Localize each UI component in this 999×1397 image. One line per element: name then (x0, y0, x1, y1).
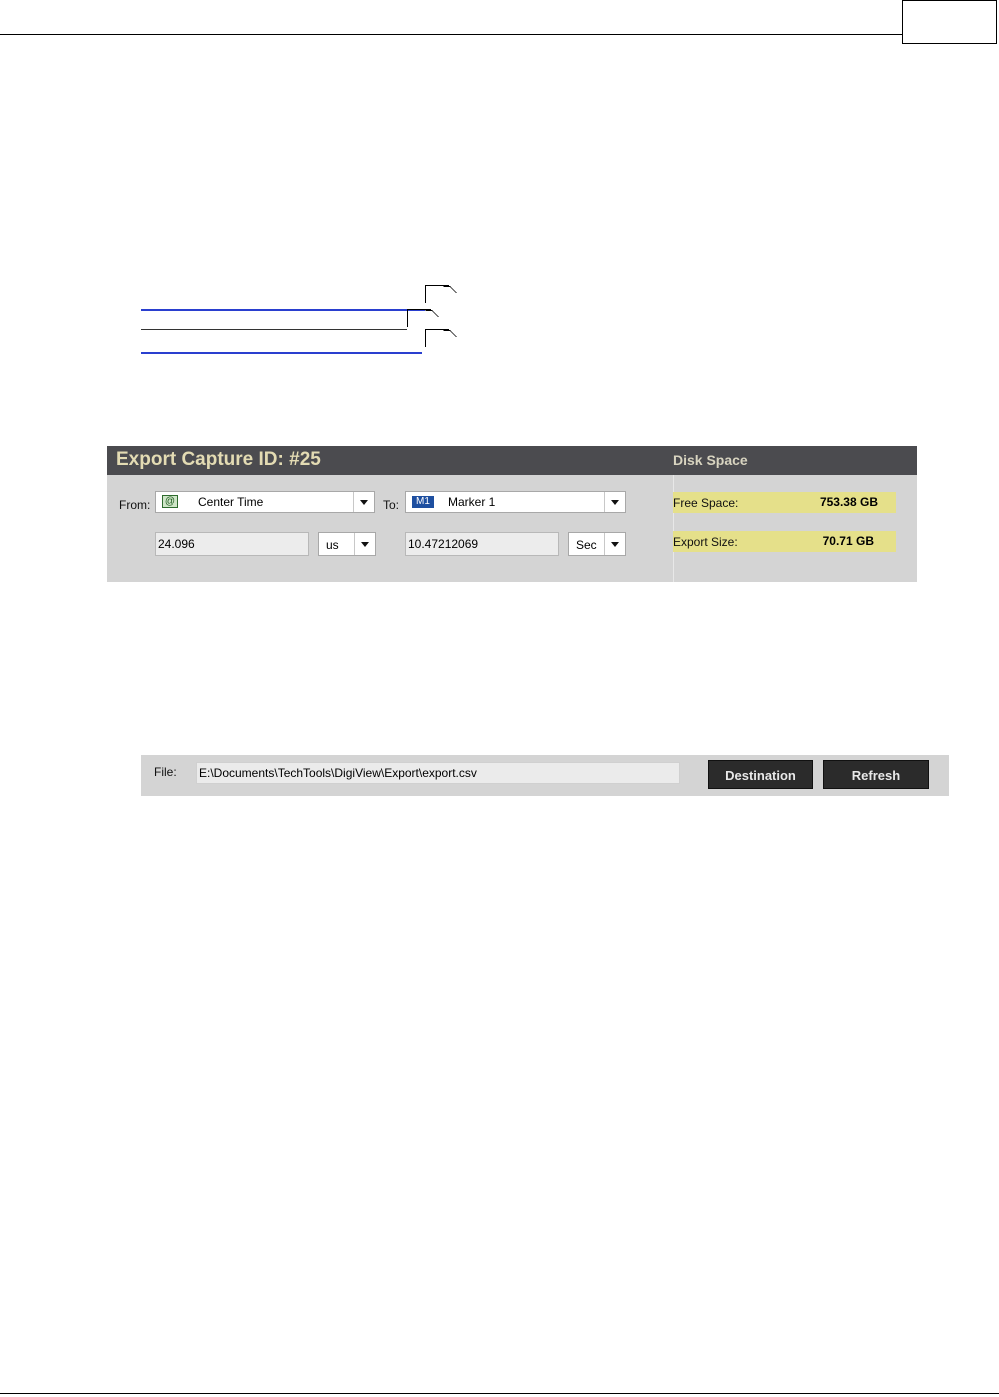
from-unit-select[interactable] (318, 532, 376, 556)
to-select[interactable] (405, 491, 626, 513)
export-size-label: Export Size: (673, 535, 738, 549)
from-unit-value: us (326, 538, 339, 552)
export-panel-title: Export Capture ID: #25 (116, 449, 321, 470)
link-line-2[interactable] (141, 329, 407, 330)
page-number-box (902, 0, 997, 44)
note-corner-marker (425, 329, 449, 347)
center-time-icon: @ (162, 495, 178, 508)
to-select-value: Marker 1 (448, 495, 496, 509)
from-select[interactable] (155, 491, 375, 513)
link-line-1[interactable] (141, 309, 425, 311)
chevron-down-icon[interactable] (604, 492, 625, 512)
to-label: To: (383, 498, 400, 512)
chevron-down-icon[interactable] (353, 492, 374, 512)
file-path-input[interactable] (196, 762, 680, 784)
file-path-value: E:\Documents\TechTools\DigiView\Export\export.csv (199, 766, 477, 780)
destination-button[interactable]: Destination (708, 760, 813, 789)
footer-rule (0, 1393, 999, 1394)
link-line-3[interactable] (141, 352, 422, 354)
free-space-row (673, 492, 896, 513)
refresh-button[interactable]: Refresh (823, 760, 929, 789)
disk-space-title: Disk Space (673, 452, 748, 468)
from-label: From: (119, 498, 151, 512)
export-size-value: 70.71 GB (822, 534, 874, 548)
export-size-row (673, 531, 896, 552)
to-unit-select[interactable] (568, 532, 626, 556)
from-time-value: 24.096 (158, 537, 195, 551)
to-unit-value: Sec (576, 538, 597, 552)
note-corner-marker (425, 285, 449, 303)
from-time-input[interactable] (155, 532, 309, 556)
chevron-down-icon[interactable] (354, 533, 375, 555)
note-corner-marker (407, 309, 431, 327)
header-rule (0, 34, 903, 35)
to-time-value: 10.47212069 (408, 537, 479, 551)
from-select-value: Center Time (198, 495, 264, 509)
to-time-input[interactable] (405, 532, 559, 556)
chevron-down-icon[interactable] (604, 533, 625, 555)
free-space-value: 753.38 GB (819, 495, 878, 509)
free-space-label: Free Space: (673, 496, 739, 510)
marker-icon: M1 (412, 496, 434, 508)
file-label: File: (154, 765, 177, 779)
